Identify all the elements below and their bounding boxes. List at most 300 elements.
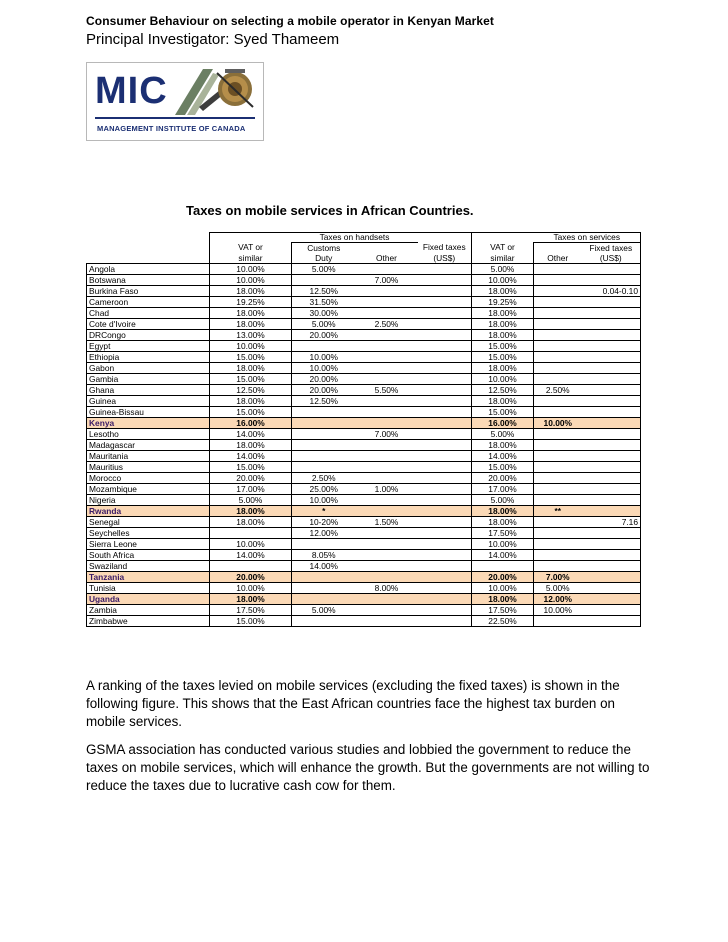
logo-mark-text: MIC: [95, 70, 168, 112]
h-customs-cell: 12.50%: [292, 286, 356, 297]
s-other-cell: [534, 462, 582, 473]
col-h-customs-1: Customs: [307, 242, 341, 253]
s-other-cell: [534, 330, 582, 341]
table-row: [87, 528, 641, 539]
table-row: [87, 484, 641, 495]
h-other-cell: [356, 396, 418, 407]
country-cell: Guinea-Bissau: [87, 407, 210, 418]
h-other-cell: [356, 308, 418, 319]
s-vat-cell: 17.50%: [472, 605, 534, 616]
table-row: [87, 374, 641, 385]
s-other-cell: 10.00%: [534, 605, 582, 616]
table-row: [87, 308, 641, 319]
table-row: [87, 539, 641, 550]
mic-logo: [86, 62, 264, 141]
h-customs-cell: 20.00%: [292, 330, 356, 341]
s-other-cell: [534, 374, 582, 385]
s-vat-cell: 10.00%: [472, 583, 534, 594]
h-fixed-cell: [418, 473, 472, 484]
s-other-cell: 12.00%: [534, 594, 582, 605]
h-fixed-cell: [418, 341, 472, 352]
h-vat-cell: 20.00%: [210, 473, 292, 484]
h-fixed-cell: [418, 462, 472, 473]
table-row: [87, 616, 641, 627]
h-other-cell: [356, 297, 418, 308]
table-row: [87, 517, 641, 528]
country-cell: Nigeria: [87, 495, 210, 506]
country-cell: Mauritania: [87, 451, 210, 462]
s-fixed-cell: [582, 440, 641, 451]
country-cell: Ethiopia: [87, 352, 210, 363]
s-fixed-cell: [582, 407, 641, 418]
h-other-cell: [356, 440, 418, 451]
services-group-header: Taxes on services: [534, 233, 641, 243]
h-vat-cell: 16.00%: [210, 418, 292, 429]
col-s-vat-2: similar: [472, 253, 534, 264]
s-other-cell: [534, 297, 582, 308]
country-cell: Burkina Faso: [87, 286, 210, 297]
table-row: [87, 429, 641, 440]
s-vat-cell: 12.50%: [472, 385, 534, 396]
table-row: [87, 385, 641, 396]
h-fixed-cell: [418, 572, 472, 583]
s-vat-cell: 19.25%: [472, 297, 534, 308]
s-fixed-cell: [582, 308, 641, 319]
s-fixed-cell: [582, 297, 641, 308]
table-row: [87, 319, 641, 330]
country-cell: Egypt: [87, 341, 210, 352]
h-customs-cell: 5.00%: [292, 605, 356, 616]
table-title: Taxes on mobile services in African Countries.: [186, 203, 474, 218]
h-other-cell: [356, 341, 418, 352]
h-customs-cell: [292, 275, 356, 286]
h-customs-cell: 12.50%: [292, 396, 356, 407]
h-customs-cell: 5.00%: [292, 319, 356, 330]
h-other-cell: [356, 506, 418, 517]
table-row: [87, 275, 641, 286]
country-cell: Guinea: [87, 396, 210, 407]
h-vat-cell: 14.00%: [210, 550, 292, 561]
h-other-cell: 1.50%: [356, 517, 418, 528]
s-vat-cell: 18.00%: [472, 308, 534, 319]
s-other-cell: [534, 473, 582, 484]
h-customs-cell: 10.00%: [292, 352, 356, 363]
s-other-cell: [534, 429, 582, 440]
s-vat-cell: 18.00%: [472, 363, 534, 374]
s-fixed-cell: [582, 484, 641, 495]
col-h-customs-2: Duty: [292, 253, 356, 264]
s-vat-cell: 14.00%: [472, 550, 534, 561]
s-vat-cell: 5.00%: [472, 264, 534, 275]
col-h-vat-1: VAT or: [210, 243, 292, 254]
h-other-cell: [356, 495, 418, 506]
h-vat-cell: 18.00%: [210, 319, 292, 330]
s-vat-cell: 18.00%: [472, 517, 534, 528]
table-row: [87, 495, 641, 506]
h-other-cell: [356, 473, 418, 484]
s-fixed-cell: [582, 550, 641, 561]
s-other-cell: [534, 275, 582, 286]
h-other-cell: [356, 374, 418, 385]
country-cell: Madagascar: [87, 440, 210, 451]
s-fixed-cell: [582, 330, 641, 341]
h-fixed-cell: [418, 495, 472, 506]
s-fixed-cell: 0.04-0.10: [582, 286, 641, 297]
h-vat-cell: 19.25%: [210, 297, 292, 308]
table-row: [87, 506, 641, 517]
h-fixed-cell: [418, 616, 472, 627]
h-customs-cell: [292, 407, 356, 418]
table-row: [87, 330, 641, 341]
h-other-cell: [356, 418, 418, 429]
h-other-cell: 2.50%: [356, 319, 418, 330]
h-customs-cell: 30.00%: [292, 308, 356, 319]
h-customs-cell: [292, 572, 356, 583]
h-customs-cell: 20.00%: [292, 374, 356, 385]
document-header-title: Consumer Behaviour on selecting a mobile operator in Kenyan Market: [86, 14, 495, 28]
s-fixed-cell: [582, 528, 641, 539]
country-cell: Cote d'Ivoire: [87, 319, 210, 330]
s-other-cell: [534, 539, 582, 550]
h-vat-cell: 18.00%: [210, 506, 292, 517]
h-fixed-cell: [418, 451, 472, 462]
h-vat-cell: 12.50%: [210, 385, 292, 396]
country-cell: Kenya: [87, 418, 210, 429]
h-customs-cell: 20.00%: [292, 385, 356, 396]
s-other-cell: **: [534, 506, 582, 517]
s-vat-cell: 18.00%: [472, 330, 534, 341]
table-row: [87, 462, 641, 473]
h-fixed-cell: [418, 319, 472, 330]
h-customs-cell: 12.00%: [292, 528, 356, 539]
s-vat-cell: 17.50%: [472, 528, 534, 539]
h-other-cell: [356, 352, 418, 363]
s-fixed-cell: [582, 605, 641, 616]
table-row: [87, 363, 641, 374]
h-customs-cell: 10.00%: [292, 363, 356, 374]
table-row: [87, 352, 641, 363]
h-fixed-cell: [418, 297, 472, 308]
country-cell: DRCongo: [87, 330, 210, 341]
h-vat-cell: [210, 561, 292, 572]
h-other-cell: [356, 462, 418, 473]
h-customs-cell: [292, 341, 356, 352]
h-vat-cell: 15.00%: [210, 462, 292, 473]
h-customs-cell: [292, 616, 356, 627]
s-fixed-cell: [582, 341, 641, 352]
s-vat-cell: 10.00%: [472, 539, 534, 550]
h-customs-cell: [292, 583, 356, 594]
country-cell: Zimbabwe: [87, 616, 210, 627]
country-cell: Zambia: [87, 605, 210, 616]
country-cell: Chad: [87, 308, 210, 319]
h-customs-cell: 8.05%: [292, 550, 356, 561]
h-fixed-cell: [418, 352, 472, 363]
s-other-cell: [534, 396, 582, 407]
s-vat-cell: 18.00%: [472, 440, 534, 451]
h-other-cell: 7.00%: [356, 429, 418, 440]
paragraph-ranking: A ranking of the taxes levied on mobile services (excluding the fixed taxes) is shown in the following figure. This shows that the East African countries face the highest tax burden on mobile services.: [86, 678, 620, 729]
s-other-cell: [534, 319, 582, 330]
s-fixed-cell: [582, 451, 641, 462]
table-row: [87, 407, 641, 418]
h-fixed-cell: [418, 605, 472, 616]
h-customs-cell: 14.00%: [292, 561, 356, 572]
country-cell: Angola: [87, 264, 210, 275]
h-fixed-cell: [418, 429, 472, 440]
table-row: [87, 418, 641, 429]
h-fixed-cell: [418, 594, 472, 605]
table-row: [87, 264, 641, 275]
h-customs-cell: [292, 594, 356, 605]
h-other-cell: [356, 561, 418, 572]
s-fixed-cell: [582, 583, 641, 594]
h-vat-cell: 15.00%: [210, 407, 292, 418]
s-vat-cell: 20.00%: [472, 473, 534, 484]
s-fixed-cell: [582, 506, 641, 517]
s-vat-cell: 15.00%: [472, 462, 534, 473]
country-cell: Tunisia: [87, 583, 210, 594]
table-row: [87, 473, 641, 484]
s-fixed-cell: [582, 264, 641, 275]
country-cell: Swaziland: [87, 561, 210, 572]
table-row: [87, 297, 641, 308]
table-row: [87, 341, 641, 352]
table-row: [87, 396, 641, 407]
h-fixed-cell: [418, 330, 472, 341]
country-cell: Uganda: [87, 594, 210, 605]
h-fixed-cell: [418, 528, 472, 539]
col-h-other: Other: [356, 253, 418, 264]
s-other-cell: [534, 550, 582, 561]
h-other-cell: [356, 572, 418, 583]
h-other-cell: 7.00%: [356, 275, 418, 286]
country-cell: Mauritius: [87, 462, 210, 473]
s-vat-cell: 15.00%: [472, 341, 534, 352]
s-vat-cell: 18.00%: [472, 319, 534, 330]
h-vat-cell: 5.00%: [210, 495, 292, 506]
h-fixed-cell: [418, 561, 472, 572]
s-other-cell: [534, 495, 582, 506]
h-customs-cell: 31.50%: [292, 297, 356, 308]
h-customs-cell: 5.00%: [292, 264, 356, 275]
h-vat-cell: [210, 528, 292, 539]
country-cell: Gabon: [87, 363, 210, 374]
h-vat-cell: 18.00%: [210, 594, 292, 605]
country-cell: South Africa: [87, 550, 210, 561]
country-cell: Gambia: [87, 374, 210, 385]
s-other-cell: [534, 517, 582, 528]
s-vat-cell: 18.00%: [472, 286, 534, 297]
h-other-cell: [356, 616, 418, 627]
h-other-cell: [356, 264, 418, 275]
s-vat-cell: 20.00%: [472, 572, 534, 583]
s-other-cell: 5.00%: [534, 583, 582, 594]
col-s-fixed-1: Fixed taxes: [582, 243, 641, 254]
h-fixed-cell: [418, 550, 472, 561]
h-fixed-cell: [418, 539, 472, 550]
h-vat-cell: 14.00%: [210, 429, 292, 440]
h-vat-cell: 10.00%: [210, 583, 292, 594]
h-customs-cell: 2.50%: [292, 473, 356, 484]
country-cell: Cameroon: [87, 297, 210, 308]
s-vat-cell: 17.00%: [472, 484, 534, 495]
handsets-group-header: Taxes on handsets: [292, 233, 418, 243]
h-other-cell: [356, 407, 418, 418]
s-other-cell: [534, 440, 582, 451]
h-other-cell: 8.00%: [356, 583, 418, 594]
h-vat-cell: 10.00%: [210, 264, 292, 275]
s-fixed-cell: [582, 374, 641, 385]
s-vat-cell: 18.00%: [472, 594, 534, 605]
h-fixed-cell: [418, 374, 472, 385]
s-other-cell: [534, 352, 582, 363]
h-other-cell: [356, 605, 418, 616]
h-vat-cell: 15.00%: [210, 352, 292, 363]
col-h-fixed-2: (US$): [418, 253, 472, 264]
h-vat-cell: 18.00%: [210, 286, 292, 297]
h-fixed-cell: [418, 407, 472, 418]
h-vat-cell: 14.00%: [210, 451, 292, 462]
h-vat-cell: 17.50%: [210, 605, 292, 616]
s-vat-cell: 15.00%: [472, 407, 534, 418]
s-vat-cell: 15.00%: [472, 352, 534, 363]
s-fixed-cell: [582, 275, 641, 286]
logo-emblem-icon: [173, 67, 257, 117]
h-customs-cell: 10-20%: [292, 517, 356, 528]
tax-table-wrap: [86, 232, 640, 627]
h-other-cell: 1.00%: [356, 484, 418, 495]
h-customs-cell: [292, 451, 356, 462]
table-row: [87, 440, 641, 451]
h-other-cell: [356, 550, 418, 561]
table-row: [87, 286, 641, 297]
h-vat-cell: 18.00%: [210, 396, 292, 407]
s-vat-cell: 18.00%: [472, 396, 534, 407]
country-cell: Botswana: [87, 275, 210, 286]
s-fixed-cell: [582, 418, 641, 429]
h-other-cell: [356, 286, 418, 297]
h-customs-cell: [292, 440, 356, 451]
s-other-cell: [534, 528, 582, 539]
table-row: [87, 594, 641, 605]
s-fixed-cell: [582, 539, 641, 550]
h-vat-cell: 13.00%: [210, 330, 292, 341]
h-fixed-cell: [418, 363, 472, 374]
s-fixed-cell: [582, 429, 641, 440]
h-other-cell: [356, 363, 418, 374]
col-s-vat-1: VAT or: [472, 243, 534, 254]
table-row: [87, 572, 641, 583]
h-vat-cell: 18.00%: [210, 363, 292, 374]
s-other-cell: [534, 286, 582, 297]
table-row: [87, 561, 641, 572]
country-cell: Lesotho: [87, 429, 210, 440]
h-fixed-cell: [418, 396, 472, 407]
h-vat-cell: 15.00%: [210, 616, 292, 627]
h-customs-cell: [292, 429, 356, 440]
s-other-cell: [534, 484, 582, 495]
logo-divider: [95, 117, 255, 119]
s-fixed-cell: [582, 561, 641, 572]
s-other-cell: [534, 407, 582, 418]
s-fixed-cell: 7.16: [582, 517, 641, 528]
s-fixed-cell: [582, 396, 641, 407]
h-fixed-cell: [418, 385, 472, 396]
s-other-cell: 10.00%: [534, 418, 582, 429]
s-other-cell: [534, 616, 582, 627]
country-cell: Sierra Leone: [87, 539, 210, 550]
table-row: [87, 583, 641, 594]
tax-table-body: [87, 264, 641, 627]
h-fixed-cell: [418, 308, 472, 319]
h-vat-cell: 10.00%: [210, 539, 292, 550]
col-h-vat-2: similar: [210, 253, 292, 264]
principal-investigator: Principal Investigator: Syed Thameem: [86, 31, 340, 48]
col-s-fixed-2: (US$): [582, 253, 641, 264]
s-other-cell: [534, 561, 582, 572]
col-h-fixed-1: Fixed taxes: [418, 243, 472, 254]
s-other-cell: [534, 264, 582, 275]
s-fixed-cell: [582, 352, 641, 363]
s-vat-cell: 16.00%: [472, 418, 534, 429]
h-fixed-cell: [418, 418, 472, 429]
h-vat-cell: 18.00%: [210, 517, 292, 528]
s-vat-cell: [472, 561, 534, 572]
s-vat-cell: 5.00%: [472, 495, 534, 506]
h-other-cell: [356, 451, 418, 462]
h-vat-cell: 17.00%: [210, 484, 292, 495]
h-fixed-cell: [418, 517, 472, 528]
s-fixed-cell: [582, 363, 641, 374]
h-vat-cell: 10.00%: [210, 341, 292, 352]
s-vat-cell: 10.00%: [472, 374, 534, 385]
s-other-cell: [534, 451, 582, 462]
table-row: [87, 451, 641, 462]
h-vat-cell: 18.00%: [210, 440, 292, 451]
country-cell: Morocco: [87, 473, 210, 484]
h-customs-cell: [292, 539, 356, 550]
h-fixed-cell: [418, 275, 472, 286]
h-customs-cell: *: [292, 506, 356, 517]
s-other-cell: [534, 363, 582, 374]
s-fixed-cell: [582, 594, 641, 605]
s-vat-cell: 10.00%: [472, 275, 534, 286]
s-other-cell: [534, 308, 582, 319]
h-customs-cell: [292, 418, 356, 429]
country-cell: Seychelles: [87, 528, 210, 539]
h-other-cell: [356, 594, 418, 605]
h-other-cell: [356, 539, 418, 550]
logo-subtitle: MANAGEMENT INSTITUTE OF CANADA: [97, 124, 246, 133]
h-customs-cell: 25.00%: [292, 484, 356, 495]
country-cell: Mozambique: [87, 484, 210, 495]
h-vat-cell: 20.00%: [210, 572, 292, 583]
s-fixed-cell: [582, 572, 641, 583]
h-fixed-cell: [418, 286, 472, 297]
table-row: [87, 550, 641, 561]
h-customs-cell: 10.00%: [292, 495, 356, 506]
s-fixed-cell: [582, 473, 641, 484]
h-fixed-cell: [418, 484, 472, 495]
tax-table: [86, 232, 641, 627]
s-vat-cell: 18.00%: [472, 506, 534, 517]
s-fixed-cell: [582, 319, 641, 330]
h-vat-cell: 10.00%: [210, 275, 292, 286]
country-cell: Ghana: [87, 385, 210, 396]
h-customs-cell: [292, 462, 356, 473]
s-fixed-cell: [582, 462, 641, 473]
